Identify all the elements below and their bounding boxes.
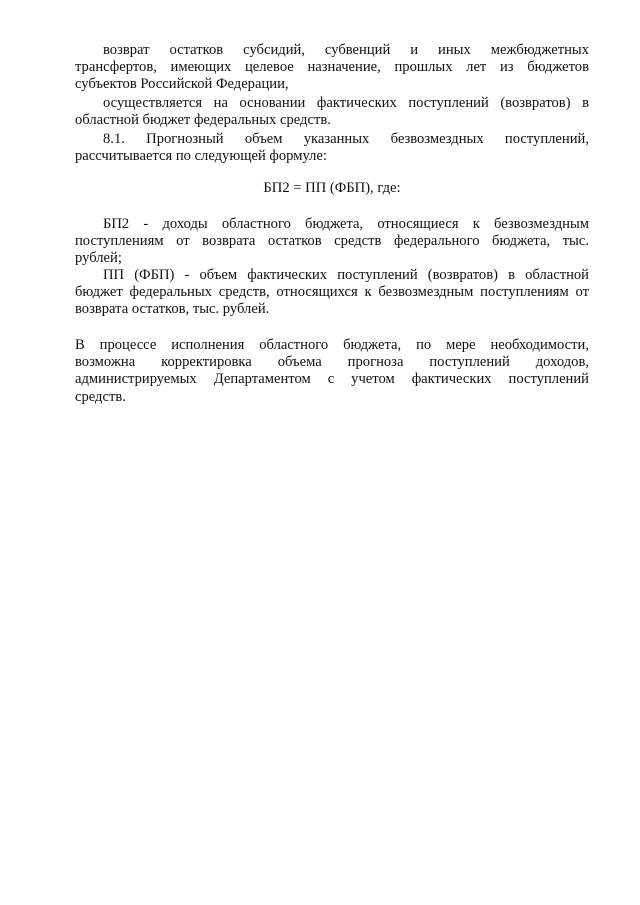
text-line: БП2 - доходы областного бюджета, относящиеся к безвозмездным [103, 216, 589, 232]
text-line: возврат остатков субсидий, субвенций и иных межбюджетных [103, 42, 589, 58]
text-line: осуществляется на основании фактических поступлений (возвратов) в [103, 95, 589, 111]
paragraph-bp2-definition [75, 216, 589, 268]
text-line: поступлениям от возврата остатков средств федерального бюджета, тыс. [75, 233, 589, 250]
paragraph-8-1 [75, 131, 589, 165]
paragraph-basis [75, 95, 589, 129]
text-line: бюджет федеральных средств, относящихся к безвозмездным поступлениям от [75, 284, 589, 301]
text-line: трансфертов, имеющих целевое назначение, прошлых лет из бюджетов [75, 59, 589, 76]
text-line: областной бюджет федеральных средств. [75, 112, 331, 129]
text-line: рассчитывается по следующей формуле: [75, 148, 327, 165]
text-line: 8.1. Прогнозный объем указанных безвозмездных поступлений, [103, 131, 589, 147]
text-line: возможна корректировка объема прогноза поступлений доходов, [75, 354, 589, 371]
text-line: ПП (ФБП) - объем фактических поступлений (возвратов) в областной [103, 267, 589, 283]
text-line: возврата остатков, тыс. рублей. [75, 301, 270, 318]
text-line: администрируемых Департаментом с учетом фактических поступлений [75, 371, 589, 388]
text-line: В процессе исполнения областного бюджета, по мере необходимости, [75, 337, 589, 353]
text-line: средств. [75, 388, 126, 405]
paragraph-budget-execution [75, 337, 589, 406]
paragraph-subsidies-return [75, 42, 589, 94]
text-line: субъектов Российской Федерации, [75, 76, 289, 93]
formula: БП2 = ПП (ФБП), где: [263, 180, 401, 196]
paragraph-pp-definition [75, 267, 589, 319]
text-line: рублей; [75, 250, 122, 267]
